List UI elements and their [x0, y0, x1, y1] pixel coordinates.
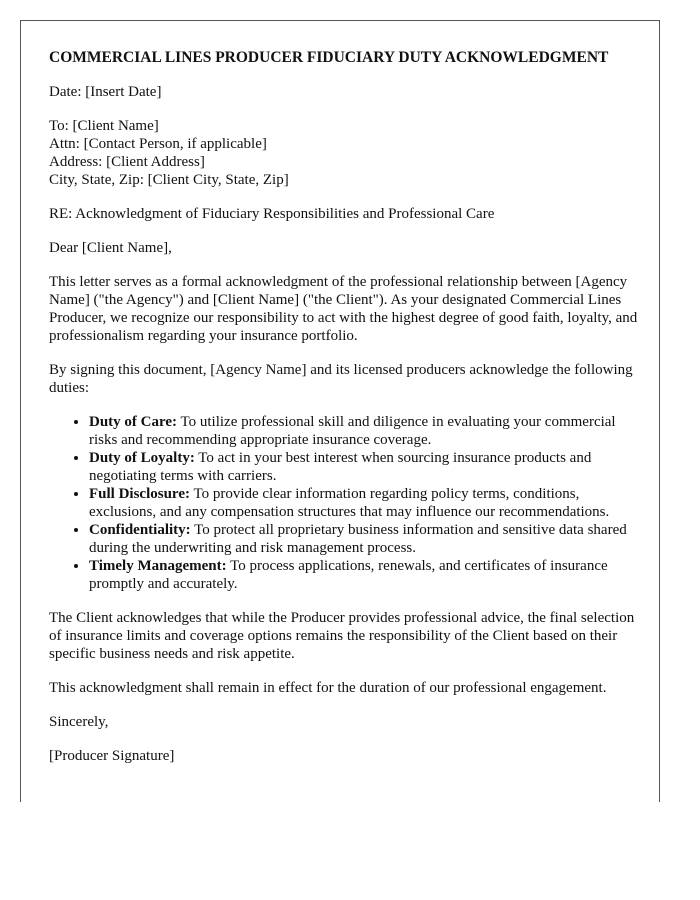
duties-intro-paragraph: By signing this document, [Agency Name] and its licensed producers acknowledge the following duties: — [49, 362, 633, 396]
duty-item — [89, 521, 639, 557]
duty-term: Confidentiality: — [89, 522, 191, 538]
closing: Sincerely, — [49, 714, 109, 730]
recipient-address: Address: [Client Address] — [49, 154, 205, 170]
intro-paragraph: This letter serves as a formal acknowledgment of the professional relationship between [Agency Name] ("the Agency") and [Client Name] ("the Client"). As your designated Commercial Lines Producer, we recognize our responsibility to act with the highest degree of good faith, loyalty, and professionalism regarding your insurance portfolio. — [49, 274, 638, 344]
re-line: RE: Acknowledgment of Fiduciary Responsibilities and Professional Care — [49, 206, 495, 222]
duty-term: Timely Management: — [89, 558, 227, 574]
duty-item — [89, 557, 639, 593]
duty-text: To utilize professional skill and diligence in evaluating your commercial risks and recommending appropriate insurance coverage. — [89, 414, 616, 448]
recipient-block — [49, 117, 639, 189]
salutation: Dear [Client Name], — [49, 240, 172, 256]
date-line: Date: [Insert Date] — [49, 84, 162, 100]
client-acknowledgment-paragraph: The Client acknowledges that while the Producer provides professional advice, the final selection of insurance limits and coverage options remains the responsibility of the Client based on their specific business needs and risk appetite. — [49, 610, 635, 662]
recipient-attn: Attn: [Contact Person, if applicable] — [49, 136, 267, 152]
duty-term: Duty of Loyalty: — [89, 450, 195, 466]
duty-term: Full Disclosure: — [89, 486, 190, 502]
letter-page — [20, 20, 660, 802]
recipient-to: To: [Client Name] — [49, 118, 159, 134]
duty-item — [89, 485, 639, 521]
duties-list — [49, 413, 639, 593]
duty-item — [89, 449, 639, 485]
letter-content — [49, 49, 639, 781]
duty-item — [89, 413, 639, 449]
duty-text: To protect all proprietary business information and sensitive data shared during the underwriting and risk management process. — [89, 522, 627, 556]
recipient-city: City, State, Zip: [Client City, State, Zip] — [49, 172, 289, 188]
duty-text: To act in your best interest when sourcing insurance products and negotiating terms with carriers. — [89, 450, 592, 484]
duty-text: To provide clear information regarding policy terms, conditions, exclusions, and any compensation structures that may influence our recommendations. — [89, 486, 610, 520]
duty-text: To process applications, renewals, and certificates of insurance promptly and accurately. — [89, 558, 608, 592]
signature-placeholder: [Producer Signature] — [49, 748, 175, 764]
document-title: COMMERCIAL LINES PRODUCER FIDUCIARY DUTY ACKNOWLEDGMENT — [49, 49, 609, 66]
duration-paragraph: This acknowledgment shall remain in effect for the duration of our professional engagement. — [49, 680, 607, 696]
duty-term: Duty of Care: — [89, 414, 178, 430]
